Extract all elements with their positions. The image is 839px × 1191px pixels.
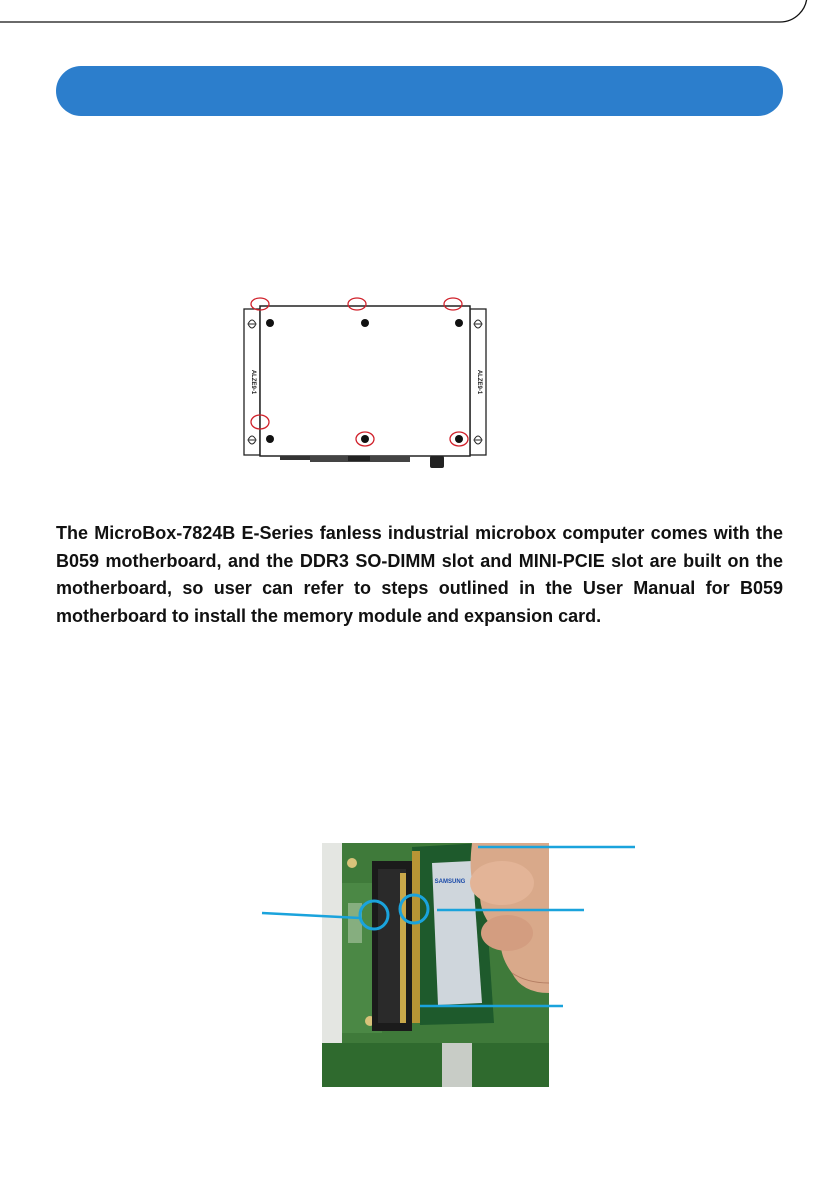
memory-install-photo <box>322 843 549 1087</box>
screw-bottom-center <box>361 435 369 443</box>
finger <box>470 861 534 905</box>
board-component <box>442 1043 472 1087</box>
intro-paragraph: The MicroBox-7824B E-Series fanless industrial microbox computer comes with the B059 motherboard, and the DDR3 SO-DIMM slot and MINI-PCIE slot are built on the motherboard, so user can refer to steps outlined in the User Manual for B059 motherboard to install the memory module and expansion card. <box>56 523 783 626</box>
finger <box>481 915 533 951</box>
screw-top-left <box>266 319 274 327</box>
screw-bottom-right <box>455 435 463 443</box>
screw-bottom-left <box>266 435 274 443</box>
section-header-bar <box>56 66 783 116</box>
section-header-title <box>86 66 753 116</box>
io-connector <box>348 456 370 461</box>
slot-gold-contacts <box>400 873 406 1023</box>
screw-top-right <box>455 319 463 327</box>
memory-brand-text: SAMSUNG <box>434 879 466 885</box>
module-gold-edge <box>412 851 420 1023</box>
chassis-body <box>260 306 470 456</box>
crop-mark <box>0 0 839 60</box>
left-bracket-label: ALZE9-1 <box>250 369 256 395</box>
chassis-bottom-figure <box>240 294 490 474</box>
io-connector <box>430 456 444 468</box>
right-bracket-label: ALZE9-1 <box>476 369 482 395</box>
screw-top-center <box>361 319 369 327</box>
